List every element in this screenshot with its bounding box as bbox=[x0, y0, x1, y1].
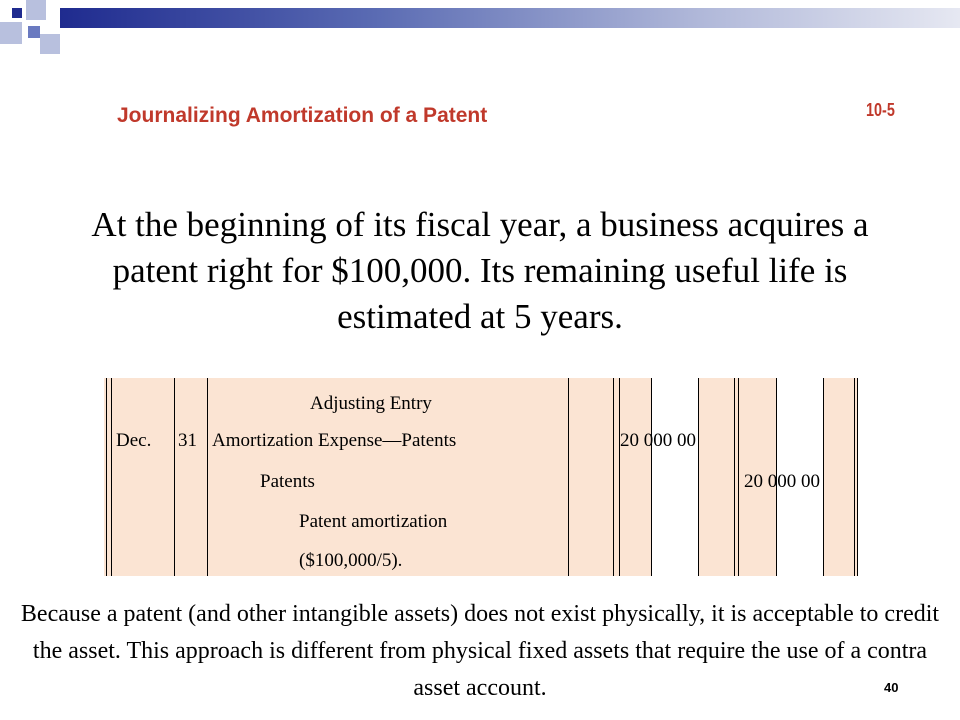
table-rule bbox=[106, 378, 107, 576]
decor-square-mid bbox=[28, 26, 40, 38]
table-rule bbox=[857, 378, 858, 576]
page-number: 40 bbox=[884, 680, 899, 695]
explanation-note: Because a patent (and other intangible assets) does not exist physically, it is acceptable to credit the asset. This approach is different from physical fixed assets that require the use of a contra asset account. bbox=[20, 601, 940, 701]
journal-row-month: Dec. bbox=[116, 430, 152, 451]
slide-code: 10-5 bbox=[866, 100, 895, 120]
journal-row-account: ($100,000/5). bbox=[299, 550, 403, 571]
table-rule bbox=[619, 378, 620, 576]
decor-square-light bbox=[0, 22, 22, 44]
table-rule bbox=[207, 378, 208, 576]
table-rule bbox=[854, 378, 855, 576]
table-rule bbox=[111, 378, 112, 576]
journal-heading: Adjusting Entry bbox=[310, 393, 432, 414]
table-rule bbox=[174, 378, 175, 576]
decor-square-light bbox=[26, 0, 46, 20]
header-gradient-bar bbox=[60, 8, 960, 28]
journal-row-account: Amortization Expense—Patents bbox=[212, 430, 457, 451]
journal-entry-table bbox=[104, 378, 858, 576]
table-rule bbox=[613, 378, 614, 576]
decor-square-dark bbox=[12, 8, 22, 18]
journal-row-credit: 20 000 00 bbox=[744, 471, 820, 492]
journal-row-day: 31 bbox=[178, 430, 197, 451]
table-rule bbox=[738, 378, 739, 576]
table-rule bbox=[734, 378, 735, 576]
debit-cell-blank bbox=[651, 378, 698, 576]
table-rule bbox=[823, 378, 824, 576]
table-rule bbox=[698, 378, 699, 576]
journal-row-account: Patent amortization bbox=[299, 511, 448, 532]
journal-row-debit: 20 000 00 bbox=[620, 430, 696, 451]
top-decoration bbox=[0, 0, 960, 60]
intro-paragraph: At the beginning of its fiscal year, a business acquires a patent right for $100,000. Its remaining useful life is estimated at 5 years. bbox=[91, 205, 869, 336]
table-rule bbox=[568, 378, 569, 576]
table-rule bbox=[651, 378, 652, 576]
slide-title: Journalizing Amortization of a Patent bbox=[117, 104, 488, 127]
decor-square-light bbox=[40, 34, 60, 54]
journal-row-account: Patents bbox=[260, 471, 315, 492]
